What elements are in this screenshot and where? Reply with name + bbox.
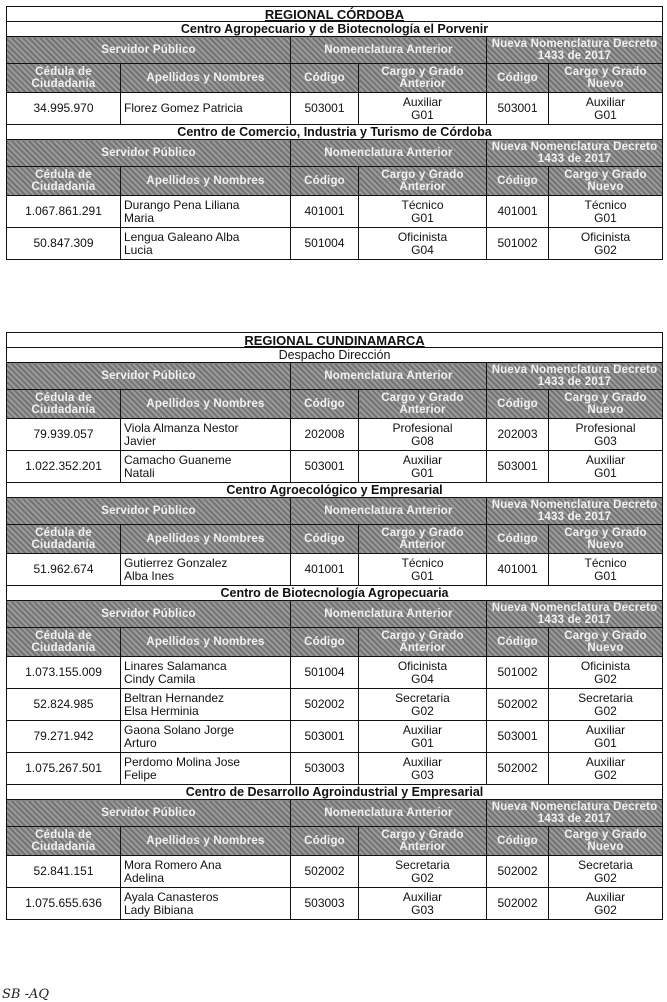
table-row xyxy=(7,856,663,888)
cedula-cell: 34.995.970 xyxy=(7,93,121,125)
cedula-cell: 1.022.352.201 xyxy=(7,451,121,483)
codigo-anterior-cell: 501004 xyxy=(291,228,359,260)
table-row xyxy=(7,419,663,451)
header-codigo: Código xyxy=(291,525,359,554)
nombre-cell: Mora Romero Ana Adelina xyxy=(121,856,291,888)
header-cargo-anterior: Cargo y Grado Anterior xyxy=(359,64,487,93)
cargo-anterior-cell: Técnico G01 xyxy=(359,196,487,228)
header-apellidos: Apellidos y Nombres xyxy=(121,64,291,93)
codigo-nuevo-cell: 502002 xyxy=(487,856,549,888)
header-apellidos: Apellidos y Nombres xyxy=(121,628,291,657)
header-nueva-nomenclatura: Nueva Nomenclatura Decreto 1433 de 2017 xyxy=(487,363,663,390)
cargo-anterior-cell: Auxiliar G01 xyxy=(359,93,487,125)
header-codigo: Código xyxy=(291,628,359,657)
header-apellidos: Apellidos y Nombres xyxy=(121,167,291,196)
center-title: Centro Agropecuario y de Biotecnología el Porvenir xyxy=(7,22,663,37)
header-codigo: Código xyxy=(291,167,359,196)
codigo-nuevo-cell: 401001 xyxy=(487,554,549,586)
header-servidor: Servidor Público xyxy=(7,601,291,628)
cargo-nuevo-cell: Auxiliar G01 xyxy=(549,451,663,483)
header-codigo: Código xyxy=(487,827,549,856)
header-cedula: Cédula de Ciudadanía xyxy=(7,167,121,196)
codigo-nuevo-cell: 202003 xyxy=(487,419,549,451)
header-cargo-anterior: Cargo y Grado Anterior xyxy=(359,390,487,419)
table-row xyxy=(7,196,663,228)
codigo-nuevo-cell: 503001 xyxy=(487,93,549,125)
center-title: Centro Agroecológico y Empresarial xyxy=(7,483,663,498)
header-codigo: Código xyxy=(487,525,549,554)
handwritten-signature: SB -AQ xyxy=(2,987,50,1002)
cargo-nuevo-cell: Oficinista G02 xyxy=(549,657,663,689)
codigo-nuevo-cell: 501002 xyxy=(487,657,549,689)
cedula-cell: 1.073.155.009 xyxy=(7,657,121,689)
cargo-nuevo-cell: Auxiliar G01 xyxy=(549,721,663,753)
header-nomenclatura-anterior: Nomenclatura Anterior xyxy=(291,498,487,525)
cedula-cell: 1.075.655.636 xyxy=(7,888,121,920)
nombre-cell: Perdomo Molina Jose Felipe xyxy=(121,753,291,785)
codigo-anterior-cell: 401001 xyxy=(291,554,359,586)
regional-cordoba-table xyxy=(6,6,663,260)
cedula-cell: 52.841.151 xyxy=(7,856,121,888)
header-nueva-nomenclatura: Nueva Nomenclatura Decreto 1433 de 2017 xyxy=(487,800,663,827)
table-row xyxy=(7,228,663,260)
codigo-anterior-cell: 503003 xyxy=(291,888,359,920)
header-cargo-nuevo: Cargo y Grado Nuevo xyxy=(549,167,663,196)
codigo-nuevo-cell: 503001 xyxy=(487,451,549,483)
nombre-cell: Camacho Guaneme Natali xyxy=(121,451,291,483)
table-row xyxy=(7,554,663,586)
cargo-anterior-cell: Profesional G08 xyxy=(359,419,487,451)
cedula-cell: 52.824.985 xyxy=(7,689,121,721)
header-nomenclatura-anterior: Nomenclatura Anterior xyxy=(291,800,487,827)
codigo-anterior-cell: 503001 xyxy=(291,721,359,753)
header-nomenclatura-anterior: Nomenclatura Anterior xyxy=(291,37,487,64)
cargo-anterior-cell: Técnico G01 xyxy=(359,554,487,586)
header-cargo-nuevo: Cargo y Grado Nuevo xyxy=(549,827,663,856)
center-title: Centro de Desarrollo Agroindustrial y Empresarial xyxy=(7,785,663,800)
header-servidor: Servidor Público xyxy=(7,363,291,390)
cedula-cell: 1.067.861.291 xyxy=(7,196,121,228)
table-row xyxy=(7,888,663,920)
cargo-anterior-cell: Auxiliar G01 xyxy=(359,451,487,483)
header-nueva-nomenclatura: Nueva Nomenclatura Decreto 1433 de 2017 xyxy=(487,498,663,525)
header-nueva-nomenclatura: Nueva Nomenclatura Decreto 1433 de 2017 xyxy=(487,37,663,64)
header-cedula: Cédula de Ciudadanía xyxy=(7,390,121,419)
cargo-nuevo-cell: Profesional G03 xyxy=(549,419,663,451)
codigo-nuevo-cell: 401001 xyxy=(487,196,549,228)
nombre-cell: Beltran Hernandez Elsa Herminia xyxy=(121,689,291,721)
header-cedula: Cédula de Ciudadanía xyxy=(7,827,121,856)
table-row xyxy=(7,93,663,125)
header-servidor: Servidor Público xyxy=(7,498,291,525)
cargo-nuevo-cell: Auxiliar G02 xyxy=(549,888,663,920)
cargo-nuevo-cell: Auxiliar G01 xyxy=(549,93,663,125)
cargo-anterior-cell: Auxiliar G03 xyxy=(359,753,487,785)
codigo-anterior-cell: 502002 xyxy=(291,856,359,888)
header-cedula: Cédula de Ciudadanía xyxy=(7,525,121,554)
center-title: Centro de Biotecnología Agropecuaria xyxy=(7,586,663,601)
header-codigo: Código xyxy=(487,628,549,657)
cedula-cell: 50.847.309 xyxy=(7,228,121,260)
cargo-nuevo-cell: Técnico G01 xyxy=(549,554,663,586)
header-cargo-nuevo: Cargo y Grado Nuevo xyxy=(549,525,663,554)
nombre-cell: Viola Almanza Nestor Javier xyxy=(121,419,291,451)
regional-cundinamarca-block xyxy=(6,332,662,920)
codigo-nuevo-cell: 501002 xyxy=(487,228,549,260)
nombre-cell: Florez Gomez Patricia xyxy=(121,93,291,125)
codigo-anterior-cell: 503003 xyxy=(291,753,359,785)
regional-cundinamarca-table xyxy=(6,332,663,920)
codigo-anterior-cell: 503001 xyxy=(291,93,359,125)
header-codigo: Código xyxy=(291,827,359,856)
table-row xyxy=(7,689,663,721)
nombre-cell: Durango Pena Liliana Maria xyxy=(121,196,291,228)
header-servidor: Servidor Público xyxy=(7,140,291,167)
cargo-nuevo-cell: Auxiliar G02 xyxy=(549,753,663,785)
header-servidor: Servidor Público xyxy=(7,37,291,64)
header-servidor: Servidor Público xyxy=(7,800,291,827)
header-cargo-anterior: Cargo y Grado Anterior xyxy=(359,628,487,657)
codigo-anterior-cell: 503001 xyxy=(291,451,359,483)
cargo-anterior-cell: Secretaria G02 xyxy=(359,689,487,721)
center-title: Despacho Dirección xyxy=(7,348,663,363)
nombre-cell: Gaona Solano Jorge Arturo xyxy=(121,721,291,753)
nombre-cell: Gutierrez Gonzalez Alba Ines xyxy=(121,554,291,586)
header-apellidos: Apellidos y Nombres xyxy=(121,390,291,419)
regional-title: REGIONAL CÓRDOBA xyxy=(7,7,663,22)
codigo-nuevo-cell: 503001 xyxy=(487,721,549,753)
header-cargo-anterior: Cargo y Grado Anterior xyxy=(359,525,487,554)
cedula-cell: 51.962.674 xyxy=(7,554,121,586)
header-nueva-nomenclatura: Nueva Nomenclatura Decreto 1433 de 2017 xyxy=(487,140,663,167)
header-codigo: Código xyxy=(291,390,359,419)
header-nueva-nomenclatura: Nueva Nomenclatura Decreto 1433 de 2017 xyxy=(487,601,663,628)
codigo-nuevo-cell: 502002 xyxy=(487,753,549,785)
cedula-cell: 79.271.942 xyxy=(7,721,121,753)
nombre-cell: Lengua Galeano Alba Lucia xyxy=(121,228,291,260)
header-codigo: Código xyxy=(487,390,549,419)
cargo-nuevo-cell: Técnico G01 xyxy=(549,196,663,228)
header-cargo-nuevo: Cargo y Grado Nuevo xyxy=(549,628,663,657)
codigo-anterior-cell: 502002 xyxy=(291,689,359,721)
cargo-nuevo-cell: Secretaria G02 xyxy=(549,689,663,721)
cargo-nuevo-cell: Oficinista G02 xyxy=(549,228,663,260)
table-row xyxy=(7,721,663,753)
header-cedula: Cédula de Ciudadanía xyxy=(7,64,121,93)
regional-cordoba-block xyxy=(6,6,662,260)
nombre-cell: Ayala Canasteros Lady Bibiana xyxy=(121,888,291,920)
header-codigo: Código xyxy=(487,64,549,93)
header-codigo: Código xyxy=(487,167,549,196)
cedula-cell: 1.075.267.501 xyxy=(7,753,121,785)
cargo-anterior-cell: Oficinista G04 xyxy=(359,228,487,260)
codigo-anterior-cell: 202008 xyxy=(291,419,359,451)
cargo-anterior-cell: Auxiliar G01 xyxy=(359,721,487,753)
header-apellidos: Apellidos y Nombres xyxy=(121,525,291,554)
table-row xyxy=(7,657,663,689)
codigo-nuevo-cell: 502002 xyxy=(487,689,549,721)
center-title: Centro de Comercio, Industria y Turismo de Córdoba xyxy=(7,125,663,140)
table-row xyxy=(7,451,663,483)
codigo-nuevo-cell: 502002 xyxy=(487,888,549,920)
header-cargo-anterior: Cargo y Grado Anterior xyxy=(359,167,487,196)
header-nomenclatura-anterior: Nomenclatura Anterior xyxy=(291,601,487,628)
codigo-anterior-cell: 401001 xyxy=(291,196,359,228)
header-cargo-nuevo: Cargo y Grado Nuevo xyxy=(549,390,663,419)
cargo-nuevo-cell: Secretaria G02 xyxy=(549,856,663,888)
header-cargo-nuevo: Cargo y Grado Nuevo xyxy=(549,64,663,93)
nombre-cell: Linares Salamanca Cindy Camila xyxy=(121,657,291,689)
header-cargo-anterior: Cargo y Grado Anterior xyxy=(359,827,487,856)
cargo-anterior-cell: Auxiliar G03 xyxy=(359,888,487,920)
cedula-cell: 79.939.057 xyxy=(7,419,121,451)
cargo-anterior-cell: Oficinista G04 xyxy=(359,657,487,689)
table-row xyxy=(7,753,663,785)
header-nomenclatura-anterior: Nomenclatura Anterior xyxy=(291,363,487,390)
header-codigo: Código xyxy=(291,64,359,93)
cargo-anterior-cell: Secretaria G02 xyxy=(359,856,487,888)
header-apellidos: Apellidos y Nombres xyxy=(121,827,291,856)
header-nomenclatura-anterior: Nomenclatura Anterior xyxy=(291,140,487,167)
codigo-anterior-cell: 501004 xyxy=(291,657,359,689)
header-cedula: Cédula de Ciudadanía xyxy=(7,628,121,657)
regional-title: REGIONAL CUNDINAMARCA xyxy=(7,333,663,348)
